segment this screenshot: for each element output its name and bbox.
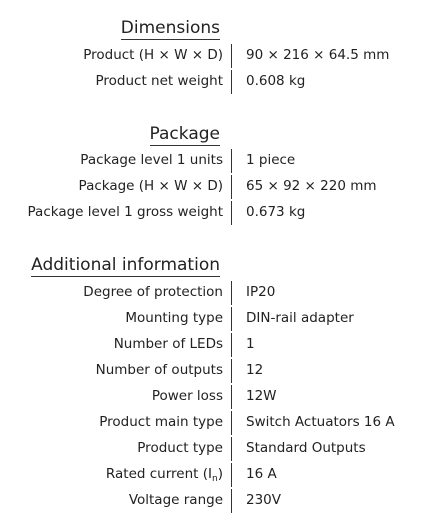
column-divider: [231, 175, 232, 199]
spec-label: Rated current: [105, 466, 199, 482]
current-subscript: n: [212, 474, 218, 484]
column-divider: [231, 201, 232, 225]
spec-row-rated-current: [0, 461, 439, 487]
spec-label: Package level 1 units: [80, 152, 223, 168]
spec-value: 0.673 kg: [246, 204, 306, 220]
spec-label: Number of LEDs: [113, 336, 223, 352]
spec-label: Product net weight: [95, 73, 223, 89]
column-divider: [231, 385, 232, 409]
spec-value: DIN-rail adapter: [246, 310, 354, 326]
spec-value: 90 × 216 × 64.5 mm: [246, 47, 390, 63]
spec-label: Power loss: [151, 388, 223, 404]
package-rows: [0, 147, 439, 225]
spec-label: Product (H × W × D): [83, 47, 223, 63]
dimensions-rows: [0, 42, 439, 94]
current-symbol: I: [208, 466, 212, 482]
spec-row-package-gross-weight: [0, 199, 439, 225]
column-divider: [231, 281, 232, 305]
spec-value: 0.608 kg: [246, 73, 306, 89]
spec-row-power-loss: [0, 383, 439, 409]
spec-row-product-net-weight: [0, 68, 439, 94]
spec-row-number-of-leds: [0, 331, 439, 357]
spec-row-package-units: [0, 147, 439, 173]
column-divider: [231, 44, 232, 68]
spec-value: 1: [246, 336, 255, 352]
spec-row-package-dimensions: [0, 173, 439, 199]
additional-information-rows: [0, 279, 439, 513]
spec-row-degree-of-protection: [0, 279, 439, 305]
column-divider: [231, 307, 232, 331]
column-divider: [231, 149, 232, 173]
column-divider: [231, 70, 232, 94]
column-divider: [231, 333, 232, 357]
spec-value: 16 A: [246, 466, 277, 482]
spec-label: Package (H × W × D): [78, 178, 223, 194]
spec-value: Standard Outputs: [246, 440, 366, 456]
spec-label: Package level 1 gross weight: [27, 204, 223, 220]
spec-row-product-type: [0, 435, 439, 461]
spec-value: 12W: [246, 388, 277, 404]
spec-value: Switch Actuators 16 A: [246, 414, 395, 430]
spec-row-mounting-type: [0, 305, 439, 331]
column-divider: [231, 489, 232, 513]
section-heading-additional-information: Additional information: [31, 255, 220, 275]
spec-value: IP20: [246, 284, 276, 300]
spec-value: 1 piece: [246, 152, 296, 168]
spec-row-product-dimensions: [0, 42, 439, 68]
spec-value: 65 × 92 × 220 mm: [246, 178, 377, 194]
spec-row-number-of-outputs: [0, 357, 439, 383]
spec-row-voltage-range: [0, 487, 439, 513]
spec-label: Voltage range: [128, 492, 223, 508]
spec-label: Mounting type: [125, 310, 223, 326]
spec-label: Number of outputs: [95, 362, 223, 378]
column-divider: [231, 463, 232, 487]
spec-label: Product type: [137, 440, 223, 456]
spec-label-rated-current: Rated current $(I_n)$: [105, 466, 223, 484]
spec-label: Degree of protection: [83, 284, 223, 300]
column-divider: [231, 359, 232, 383]
section-heading-package: Package: [149, 124, 220, 144]
spec-label: Product main type: [99, 414, 223, 430]
spec-row-product-main-type: [0, 409, 439, 435]
column-divider: [231, 411, 232, 435]
section-heading-dimensions: Dimensions: [120, 18, 220, 38]
spec-value: 12: [246, 362, 264, 378]
spec-value: 230V: [246, 492, 282, 508]
column-divider: [231, 437, 232, 461]
